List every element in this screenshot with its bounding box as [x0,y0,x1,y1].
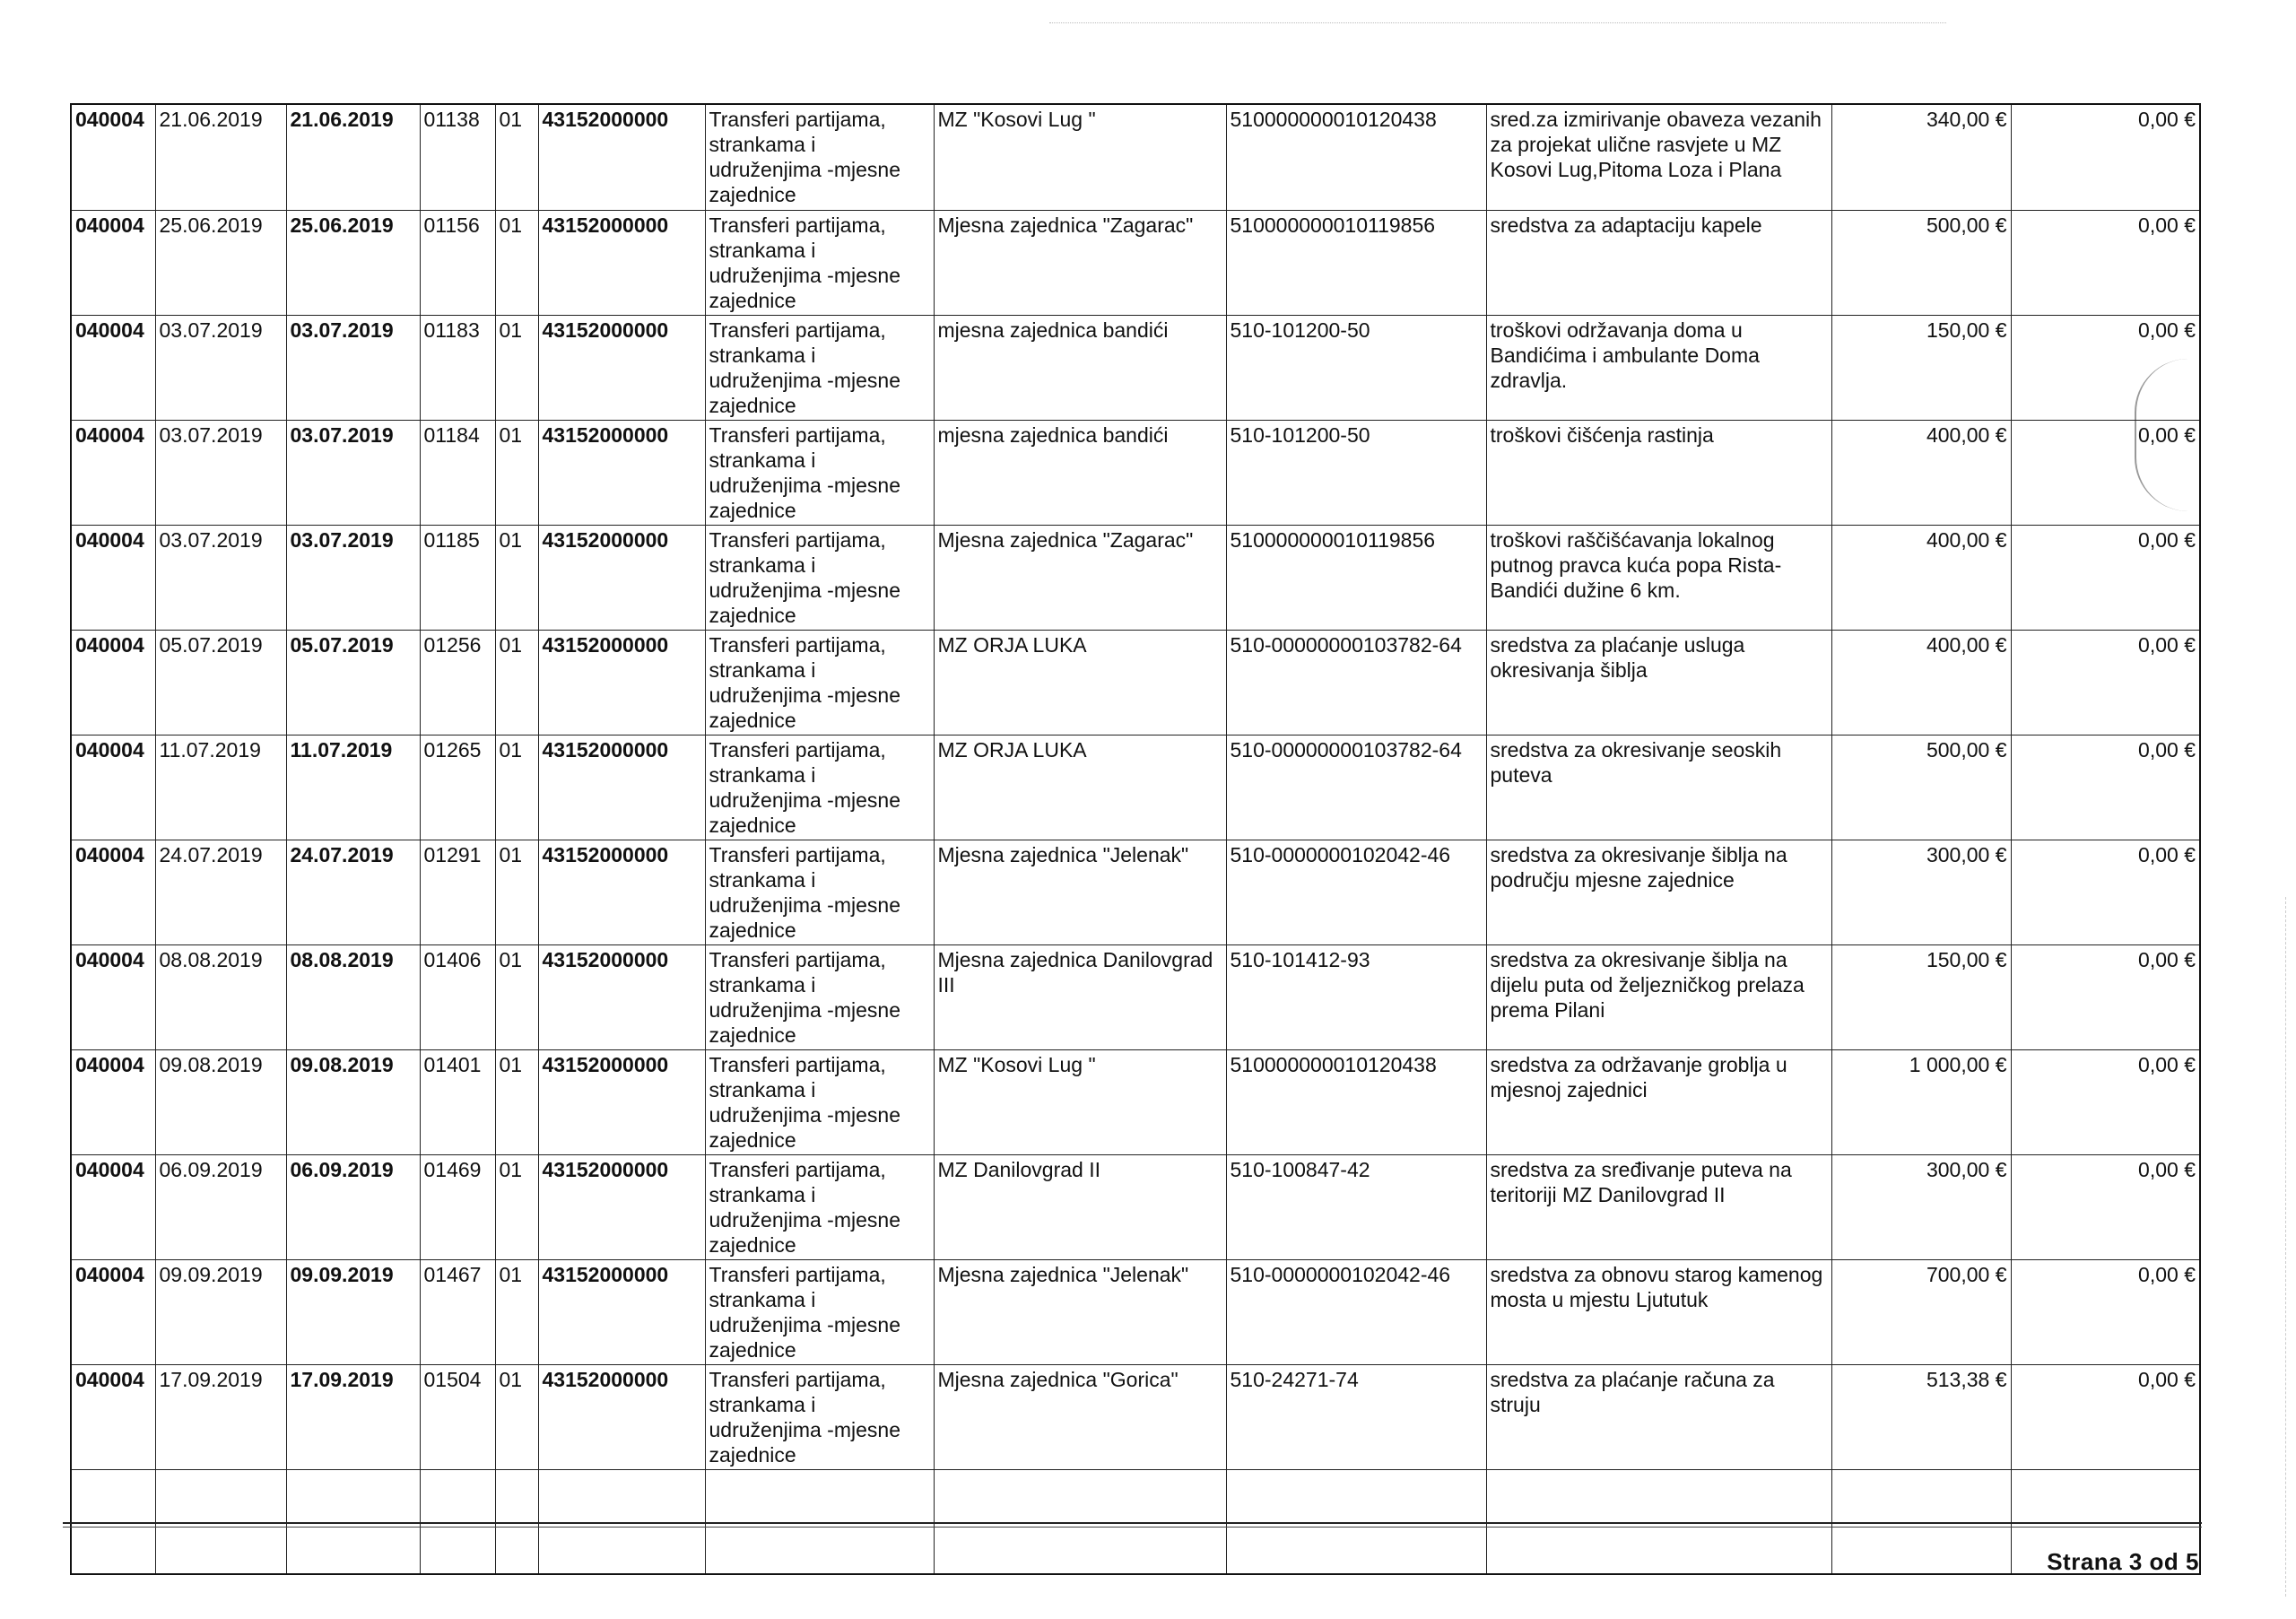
date-cell: 09.08.2019 [155,1049,286,1154]
date-cell: 05.07.2019 [155,630,286,735]
amount-cell: 500,00 € [1831,210,2011,315]
table-row [71,1154,2200,1259]
recipient-cell: mjesna zajednica bandići [934,315,1226,420]
amount-cell: 340,00 € [1831,104,2011,210]
amount-cell: 513,38 € [1831,1364,2011,1469]
account-code-cell: 43152000000 [538,525,705,630]
booking-date-cell: 03.07.2019 [286,315,420,420]
booking-date-cell: 08.08.2019 [286,944,420,1049]
document-number-cell: 01138 [420,104,495,210]
org-code-cell: 040004 [71,1364,155,1469]
date-cell: 24.07.2019 [155,840,286,944]
source-code-cell: 01 [495,1364,538,1469]
table-row [71,104,2200,210]
scan-artifact-edge [2285,897,2286,1597]
purpose-cell: troškovi održavanja doma u Bandićima i ambulante Doma zdravlja. [1486,315,1831,420]
account-code-cell: 43152000000 [538,315,705,420]
document-number-cell: 01185 [420,525,495,630]
booking-date-cell: 06.09.2019 [286,1154,420,1259]
amount-secondary-cell: 0,00 € [2011,840,2200,944]
description-cell: Transferi partijama, strankama i udruženjima -mjesne zajednice [705,1259,934,1364]
amount-secondary-cell: 0,00 € [2011,735,2200,840]
amount-secondary-cell: 0,00 € [2011,104,2200,210]
document-number-cell: 01256 [420,630,495,735]
table-row [71,1259,2200,1364]
amount-cell: 300,00 € [1831,840,2011,944]
bank-account-cell: 510000000010119856 [1226,525,1486,630]
recipient-cell: MZ Danilovgrad II [934,1154,1226,1259]
account-code-cell: 43152000000 [538,944,705,1049]
description-cell: Transferi partijama, strankama i udruženjima -mjesne zajednice [705,525,934,630]
account-code-cell: 43152000000 [538,420,705,525]
source-code-cell: 01 [495,315,538,420]
amount-secondary-cell: 0,00 € [2011,525,2200,630]
source-code-cell: 01 [495,840,538,944]
bank-account-cell: 510-0000000102042-46 [1226,1259,1486,1364]
purpose-cell: troškovi čišćenja rastinja [1486,420,1831,525]
amount-secondary-cell: 0,00 € [2011,1259,2200,1364]
date-cell: 25.06.2019 [155,210,286,315]
description-cell: Transferi partijama, strankama i udruženjima -mjesne zajednice [705,735,934,840]
table-row [71,1364,2200,1469]
document-number-cell: 01156 [420,210,495,315]
recipient-cell: MZ "Kosovi Lug " [934,1049,1226,1154]
recipient-cell: Mjesna zajednica "Zagarac" [934,525,1226,630]
purpose-cell: sredstva za plaćanje računa za struju [1486,1364,1831,1469]
account-code-cell: 43152000000 [538,1154,705,1259]
amount-secondary-cell: 0,00 € [2011,1049,2200,1154]
booking-date-cell: 09.09.2019 [286,1259,420,1364]
date-cell: 09.09.2019 [155,1259,286,1364]
table-row [71,735,2200,840]
purpose-cell: sredstva za okresivanje seoskih puteva [1486,735,1831,840]
bank-account-cell: 510-0000000102042-46 [1226,840,1486,944]
document-number-cell: 01183 [420,315,495,420]
source-code-cell: 01 [495,525,538,630]
table-row [71,840,2200,944]
booking-date-cell: 17.09.2019 [286,1364,420,1469]
date-cell: 11.07.2019 [155,735,286,840]
org-code-cell: 040004 [71,525,155,630]
amount-cell: 400,00 € [1831,525,2011,630]
amount-secondary-cell: 0,00 € [2011,210,2200,315]
description-cell: Transferi partijama, strankama i udruženjima -mjesne zajednice [705,1364,934,1469]
date-cell: 08.08.2019 [155,944,286,1049]
source-code-cell: 01 [495,630,538,735]
org-code-cell: 040004 [71,210,155,315]
date-cell: 03.07.2019 [155,525,286,630]
booking-date-cell: 05.07.2019 [286,630,420,735]
description-cell: Transferi partijama, strankama i udruženjima -mjesne zajednice [705,630,934,735]
org-code-cell: 040004 [71,1259,155,1364]
org-code-cell: 040004 [71,944,155,1049]
document-number-cell: 01469 [420,1154,495,1259]
amount-cell: 150,00 € [1831,944,2011,1049]
document-number-cell: 01504 [420,1364,495,1469]
bank-account-cell: 510-100847-42 [1226,1154,1486,1259]
amount-secondary-cell: 0,00 € [2011,1364,2200,1469]
recipient-cell: MZ "Kosovi Lug " [934,104,1226,210]
amount-secondary-cell: 0,00 € [2011,315,2200,420]
amount-cell: 400,00 € [1831,420,2011,525]
bottom-divider-thin [63,1527,2202,1528]
date-cell: 06.09.2019 [155,1154,286,1259]
purpose-cell: sredstva za sređivanje puteva na teritoriji MZ Danilovgrad II [1486,1154,1831,1259]
document-number-cell: 01406 [420,944,495,1049]
amount-secondary-cell: 0,00 € [2011,420,2200,525]
booking-date-cell: 11.07.2019 [286,735,420,840]
table-row [71,525,2200,630]
scan-artifact-line [1049,22,1946,23]
table-body [71,104,2200,1574]
account-code-cell: 43152000000 [538,735,705,840]
booking-date-cell: 24.07.2019 [286,840,420,944]
recipient-cell: Mjesna zajednica "Zagarac" [934,210,1226,315]
org-code-cell: 040004 [71,1154,155,1259]
booking-date-cell: 03.07.2019 [286,420,420,525]
source-code-cell: 01 [495,1154,538,1259]
date-cell: 17.09.2019 [155,1364,286,1469]
document-number-cell: 01184 [420,420,495,525]
account-code-cell: 43152000000 [538,1364,705,1469]
purpose-cell: sred.za izmirivanje obaveza vezanih za projekat ulične rasvjete u MZ Kosovi Lug,Pitoma Loza i Plana [1486,104,1831,210]
source-code-cell: 01 [495,210,538,315]
document-number-cell: 01401 [420,1049,495,1154]
purpose-cell: sredstva za održavanje groblja u mjesnoj zajednici [1486,1049,1831,1154]
table-row [71,420,2200,525]
source-code-cell: 01 [495,735,538,840]
bottom-divider [63,1522,2202,1524]
document-number-cell: 01265 [420,735,495,840]
page-number: Strana 3 od 5 [2047,1548,2199,1575]
account-code-cell: 43152000000 [538,630,705,735]
table-row [71,1049,2200,1154]
table-row [71,315,2200,420]
bank-account-cell: 510000000010119856 [1226,210,1486,315]
account-code-cell: 43152000000 [538,840,705,944]
amount-cell: 500,00 € [1831,735,2011,840]
org-code-cell: 040004 [71,840,155,944]
transactions-table [70,103,2201,1575]
purpose-cell: sredstva za plaćanje usluga okresivanja šiblja [1486,630,1831,735]
recipient-cell: mjesna zajednica bandići [934,420,1226,525]
bank-account-cell: 510-24271-74 [1226,1364,1486,1469]
bank-account-cell: 510-00000000103782-64 [1226,735,1486,840]
booking-date-cell: 03.07.2019 [286,525,420,630]
amount-cell: 150,00 € [1831,315,2011,420]
org-code-cell: 040004 [71,735,155,840]
table-row [71,944,2200,1049]
booking-date-cell: 21.06.2019 [286,104,420,210]
source-code-cell: 01 [495,420,538,525]
bank-account-cell: 510-00000000103782-64 [1226,630,1486,735]
amount-secondary-cell: 0,00 € [2011,944,2200,1049]
account-code-cell: 43152000000 [538,210,705,315]
purpose-cell: troškovi raščišćavanja lokalnog putnog pravca kuća popa Rista-Bandići dužine 6 km. [1486,525,1831,630]
amount-cell: 400,00 € [1831,630,2011,735]
account-code-cell: 43152000000 [538,104,705,210]
bank-account-cell: 510-101200-50 [1226,420,1486,525]
amount-cell: 1 000,00 € [1831,1049,2011,1154]
org-code-cell: 040004 [71,1049,155,1154]
description-cell: Transferi partijama, strankama i udruženjima -mjesne zajednice [705,104,934,210]
purpose-cell: sredstva za adaptaciju kapele [1486,210,1831,315]
purpose-cell: sredstva za okresivanje šiblja na području mjesne zajednice [1486,840,1831,944]
purpose-cell: sredstva za okresivanje šiblja na dijelu puta od željezničkog prelaza prema Pilani [1486,944,1831,1049]
description-cell: Transferi partijama, strankama i udruženjima -mjesne zajednice [705,1049,934,1154]
purpose-cell: sredstva za obnovu starog kamenog mosta u mjestu Ljututuk [1486,1259,1831,1364]
description-cell: Transferi partijama, strankama i udruženjima -mjesne zajednice [705,944,934,1049]
amount-cell: 700,00 € [1831,1259,2011,1364]
recipient-cell: Mjesna zajednica "Jelenak" [934,840,1226,944]
org-code-cell: 040004 [71,104,155,210]
bank-account-cell: 510-101412-93 [1226,944,1486,1049]
booking-date-cell: 25.06.2019 [286,210,420,315]
date-cell: 03.07.2019 [155,420,286,525]
source-code-cell: 01 [495,1049,538,1154]
date-cell: 03.07.2019 [155,315,286,420]
account-code-cell: 43152000000 [538,1259,705,1364]
description-cell: Transferi partijama, strankama i udruženjima -mjesne zajednice [705,1154,934,1259]
booking-date-cell: 09.08.2019 [286,1049,420,1154]
table-row [71,630,2200,735]
date-cell: 21.06.2019 [155,104,286,210]
description-cell: Transferi partijama, strankama i udruženjima -mjesne zajednice [705,210,934,315]
description-cell: Transferi partijama, strankama i udruženjima -mjesne zajednice [705,840,934,944]
amount-cell: 300,00 € [1831,1154,2011,1259]
amount-secondary-cell: 0,00 € [2011,630,2200,735]
source-code-cell: 01 [495,1259,538,1364]
source-code-cell: 01 [495,104,538,210]
account-code-cell: 43152000000 [538,1049,705,1154]
recipient-cell: MZ ORJA LUKA [934,630,1226,735]
org-code-cell: 040004 [71,420,155,525]
description-cell: Transferi partijama, strankama i udruženjima -mjesne zajednice [705,420,934,525]
recipient-cell: Mjesna zajednica Danilovgrad III [934,944,1226,1049]
bank-account-cell: 510000000010120438 [1226,1049,1486,1154]
amount-secondary-cell: 0,00 € [2011,1154,2200,1259]
bank-account-cell: 510000000010120438 [1226,104,1486,210]
table-row [71,210,2200,315]
recipient-cell: Mjesna zajednica "Jelenak" [934,1259,1226,1364]
bank-account-cell: 510-101200-50 [1226,315,1486,420]
recipient-cell: Mjesna zajednica "Gorica" [934,1364,1226,1469]
org-code-cell: 040004 [71,315,155,420]
source-code-cell: 01 [495,944,538,1049]
recipient-cell: MZ ORJA LUKA [934,735,1226,840]
org-code-cell: 040004 [71,630,155,735]
document-number-cell: 01467 [420,1259,495,1364]
document-number-cell: 01291 [420,840,495,944]
description-cell: Transferi partijama, strankama i udruženjima -mjesne zajednice [705,315,934,420]
